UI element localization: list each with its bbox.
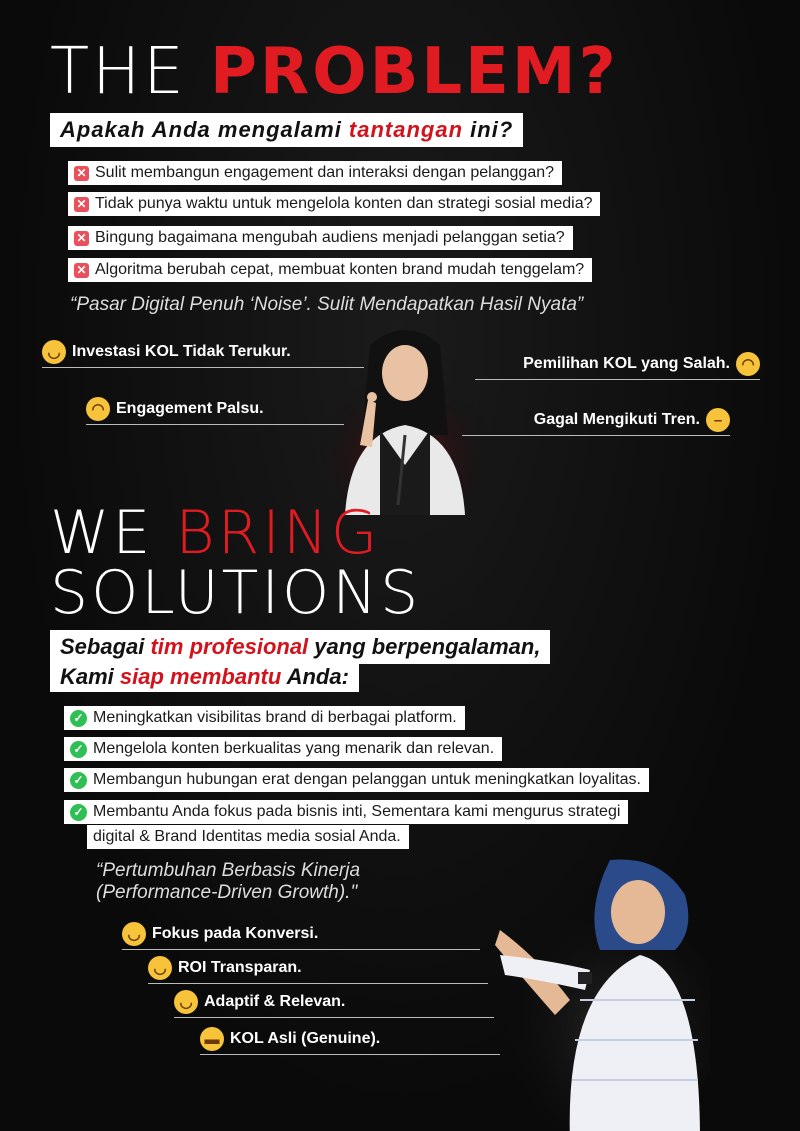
problem-title-white: THE [50, 35, 210, 109]
problem-callout [42, 340, 364, 368]
check-mark-icon: ✓ [70, 804, 87, 821]
solution-item [64, 737, 502, 761]
woman-presenting-illustration [460, 850, 710, 1131]
solutions-subtitle-post: Anda: [281, 664, 349, 689]
solution-item-text: Membangun hubungan erat dengan pelanggan untuk meningkatkan loyalitas. [93, 771, 641, 788]
frowning-face-icon: ◠ [736, 352, 760, 376]
problem-item-text: Tidak punya waktu untuk mengelola konten dan strategi sosial media? [95, 195, 593, 212]
solution-callout [200, 1027, 500, 1055]
grinning-face-icon: ◡ [174, 990, 198, 1014]
solutions-subtitle-highlight: siap membantu [119, 664, 282, 689]
solutions-title-line1 [50, 498, 381, 568]
check-mark-icon: ✓ [70, 741, 87, 758]
solution-callout-text: Adaptif & Relevan. [204, 993, 346, 1010]
solution-item-text: Meningkatkan visibilitas brand di berbagai platform. [93, 709, 457, 726]
problem-item [68, 258, 592, 282]
check-mark-icon: ✓ [70, 772, 87, 789]
problem-item-text: Sulit membangun engagement dan interaksi dengan pelanggan? [95, 164, 555, 181]
solutions-subtitle-highlight: tim profesional [150, 634, 309, 659]
x-mark-icon: ✕ [74, 263, 89, 278]
solution-callout-text: Fokus pada Konversi. [152, 925, 319, 942]
problem-title [50, 35, 619, 109]
problem-quote: “Pasar Digital Penuh ‘Noise’. Sulit Mendapatkan Hasil Nyata” [70, 294, 584, 315]
sunglasses-face-icon: ▬ [200, 1027, 224, 1051]
solutions-title-line2: SOLUTIONS [50, 558, 422, 628]
solutions-subtitle-post: yang berpengalaman, [308, 634, 541, 659]
solution-callout [122, 922, 480, 950]
solution-callout [174, 990, 494, 1018]
solutions-title-white: WE [50, 498, 176, 568]
problem-subtitle [50, 113, 523, 147]
x-mark-icon: ✕ [74, 231, 89, 246]
solution-callout-text: KOL Asli (Genuine). [230, 1030, 381, 1047]
solution-item-continuation [87, 825, 409, 849]
x-mark-icon: ✕ [74, 166, 89, 181]
problem-item [68, 161, 562, 185]
problem-item-text: Bingung bagaimana mengubah audiens menjadi pelanggan setia? [95, 229, 565, 246]
problem-subtitle-highlight: tantangan [348, 117, 464, 142]
solutions-quote-line1: “Pertumbuhan Berbasis Kinerja [96, 860, 361, 881]
solutions-title-red: BRING [175, 498, 381, 568]
problem-callout [475, 352, 760, 380]
problem-callout-text: Gagal Mengikuti Tren. [533, 411, 700, 428]
anxious-face-icon: ◡ [42, 340, 66, 364]
solutions-subtitle-pre: Sebagai [60, 634, 151, 659]
solution-item-text: Membantu Anda fokus pada bisnis inti, Sementara kami mengurus strategi [93, 803, 621, 820]
problem-item [68, 192, 600, 216]
winking-face-icon: ◡ [148, 956, 172, 980]
problem-callout-text: Investasi KOL Tidak Terukur. [72, 343, 291, 360]
solution-item-text: Mengelola konten berkualitas yang menarik dan relevan. [93, 740, 495, 757]
problem-callout-text: Pemilihan KOL yang Salah. [523, 355, 730, 372]
problem-subtitle-post: ini? [463, 117, 514, 142]
smiling-face-icon: ◡ [122, 922, 146, 946]
problem-subtitle-pre: Apakah Anda mengalami [60, 117, 349, 142]
solutions-subtitle-pre: Kami [60, 664, 120, 689]
solution-item [64, 706, 465, 730]
solution-item [64, 800, 628, 824]
solution-item-text: digital & Brand Identitas media sosial Anda. [93, 828, 401, 845]
solutions-subtitle-line2 [50, 662, 359, 692]
problem-item-text: Algoritma berubah cepat, membuat konten brand mudah tenggelam? [95, 261, 585, 278]
solutions-quote-line2: (Performance-Driven Growth)." [96, 882, 358, 903]
solutions-quote [96, 860, 360, 904]
eye-roll-face-icon: – [706, 408, 730, 432]
problem-title-red: PROBLEM? [210, 35, 619, 109]
x-mark-icon: ✕ [74, 197, 89, 212]
problem-callout [462, 408, 730, 436]
tired-face-icon: ◠ [86, 397, 110, 421]
problem-callout [86, 397, 344, 425]
problem-callout-text: Engagement Palsu. [116, 400, 264, 417]
solution-callout-text: ROI Transparan. [178, 959, 302, 976]
solutions-subtitle-line1 [50, 630, 550, 664]
solution-callout [148, 956, 488, 984]
problem-item [68, 226, 573, 250]
check-mark-icon: ✓ [70, 710, 87, 727]
solution-item [64, 768, 649, 792]
